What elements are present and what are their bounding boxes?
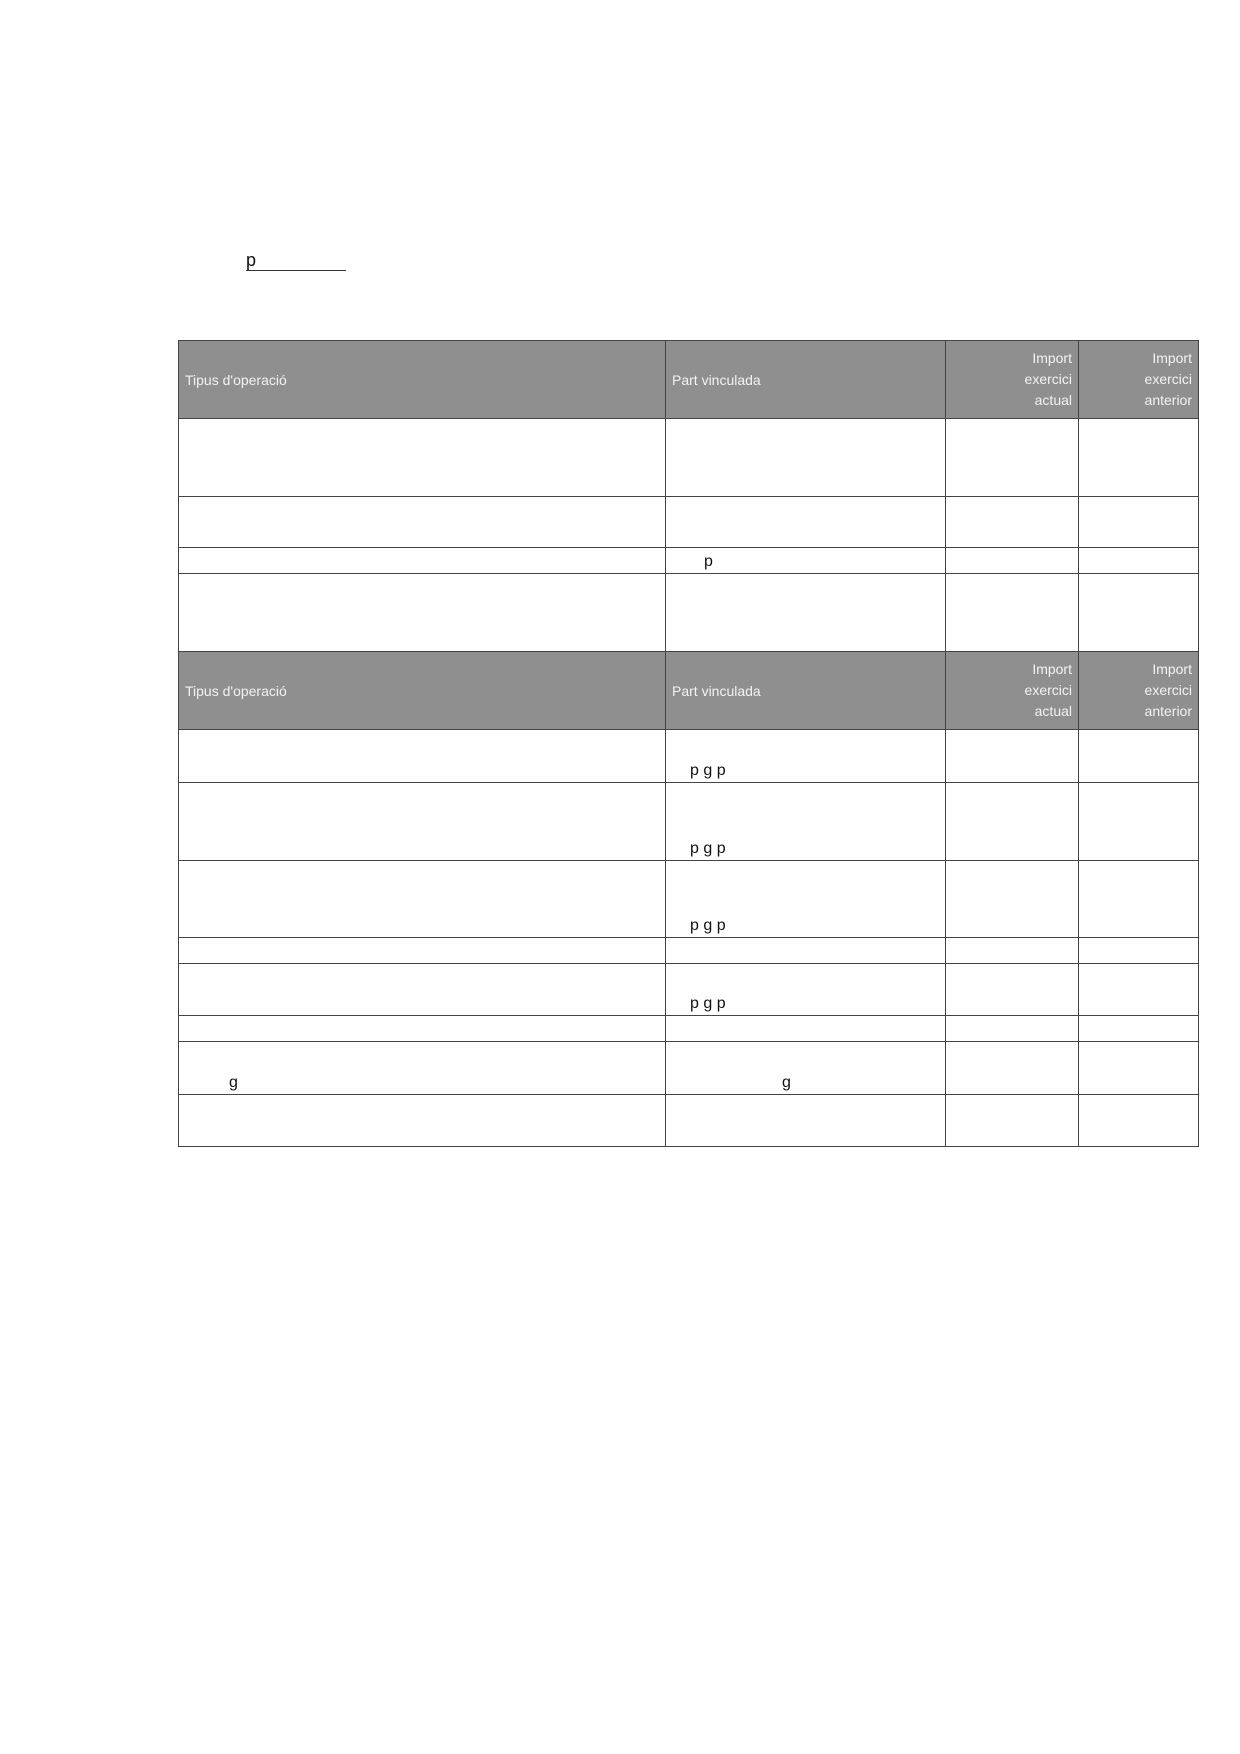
current-amount-cell — [946, 964, 1079, 1016]
table-row — [179, 730, 1199, 783]
operation-type-cell: g — [179, 1042, 666, 1095]
header-current-line-2: exercici — [1024, 371, 1072, 387]
table-row — [179, 964, 1199, 1016]
related-party-cell: p g p — [666, 861, 946, 938]
heading-fragment: p — [246, 250, 257, 270]
related-party-cell: p — [666, 548, 946, 574]
header-previous-line-3: anterior — [1144, 392, 1192, 408]
table-row — [179, 419, 1199, 497]
previous-amount-cell — [1079, 497, 1199, 548]
table-header-row — [179, 652, 1199, 730]
current-amount-cell — [946, 548, 1079, 574]
related-party-cell: g — [666, 1042, 946, 1095]
operation-type-cell — [179, 497, 666, 548]
header-previous-line-2: exercici — [1144, 371, 1192, 387]
related-party-cell: p g p — [666, 964, 946, 1016]
related-party-cell: p g p — [666, 730, 946, 783]
header-current-year — [946, 341, 1079, 419]
header-current-line-3: actual — [1034, 392, 1072, 408]
header-operation-type: Tipus d'operació — [179, 652, 666, 730]
header-previous-line-2: exercici — [1144, 682, 1192, 698]
table-header-row — [179, 341, 1199, 419]
operation-type-cell — [179, 574, 666, 652]
previous-amount-cell — [1079, 574, 1199, 652]
table-row — [179, 1095, 1199, 1147]
header-current-line-1: Import — [1032, 661, 1072, 677]
previous-amount-cell — [1079, 964, 1199, 1016]
header-related-party: Part vinculada — [666, 652, 946, 730]
table-row — [179, 1016, 1199, 1042]
operation-type-cell — [179, 1095, 666, 1147]
current-amount-cell — [946, 861, 1079, 938]
related-party-cell: p g p — [666, 783, 946, 861]
header-previous-line-3: anterior — [1144, 703, 1192, 719]
previous-amount-cell — [1079, 1095, 1199, 1147]
operation-type-cell — [179, 861, 666, 938]
previous-amount-cell — [1079, 548, 1199, 574]
related-party-cell — [666, 1095, 946, 1147]
previous-amount-cell — [1079, 861, 1199, 938]
related-party-operations-table — [178, 340, 1199, 1147]
table-row — [179, 861, 1199, 938]
header-current-line-3: actual — [1034, 703, 1072, 719]
related-party-cell — [666, 419, 946, 497]
header-current-line-1: Import — [1032, 350, 1072, 366]
table-row — [179, 938, 1199, 964]
current-amount-cell — [946, 938, 1079, 964]
previous-amount-cell — [1079, 419, 1199, 497]
header-current-year — [946, 652, 1079, 730]
related-party-cell — [666, 1016, 946, 1042]
header-previous-line-1: Import — [1152, 350, 1192, 366]
header-previous-line-1: Import — [1152, 661, 1192, 677]
previous-amount-cell — [1079, 938, 1199, 964]
table-row — [179, 497, 1199, 548]
table-row — [179, 548, 1199, 574]
current-amount-cell — [946, 574, 1079, 652]
operation-type-cell — [179, 964, 666, 1016]
current-amount-cell — [946, 1016, 1079, 1042]
current-amount-cell — [946, 730, 1079, 783]
operation-type-cell — [179, 783, 666, 861]
operation-type-cell — [179, 419, 666, 497]
header-current-line-2: exercici — [1024, 682, 1072, 698]
header-previous-year — [1079, 341, 1199, 419]
related-party-cell — [666, 497, 946, 548]
table-row — [179, 574, 1199, 652]
current-amount-cell — [946, 1095, 1079, 1147]
previous-amount-cell — [1079, 1016, 1199, 1042]
previous-amount-cell — [1079, 730, 1199, 783]
header-related-party: Part vinculada — [666, 341, 946, 419]
header-previous-year — [1079, 652, 1199, 730]
previous-amount-cell — [1079, 783, 1199, 861]
current-amount-cell — [946, 497, 1079, 548]
operation-type-cell — [179, 730, 666, 783]
table-row — [179, 1042, 1199, 1095]
previous-amount-cell — [1079, 1042, 1199, 1095]
heading-underline — [246, 270, 346, 271]
related-party-cell — [666, 938, 946, 964]
operation-type-cell — [179, 548, 666, 574]
current-amount-cell — [946, 419, 1079, 497]
table-row — [179, 783, 1199, 861]
current-amount-cell — [946, 783, 1079, 861]
operation-type-cell — [179, 938, 666, 964]
header-operation-type: Tipus d'operació — [179, 341, 666, 419]
related-party-cell — [666, 574, 946, 652]
current-amount-cell — [946, 1042, 1079, 1095]
operation-type-cell — [179, 1016, 666, 1042]
